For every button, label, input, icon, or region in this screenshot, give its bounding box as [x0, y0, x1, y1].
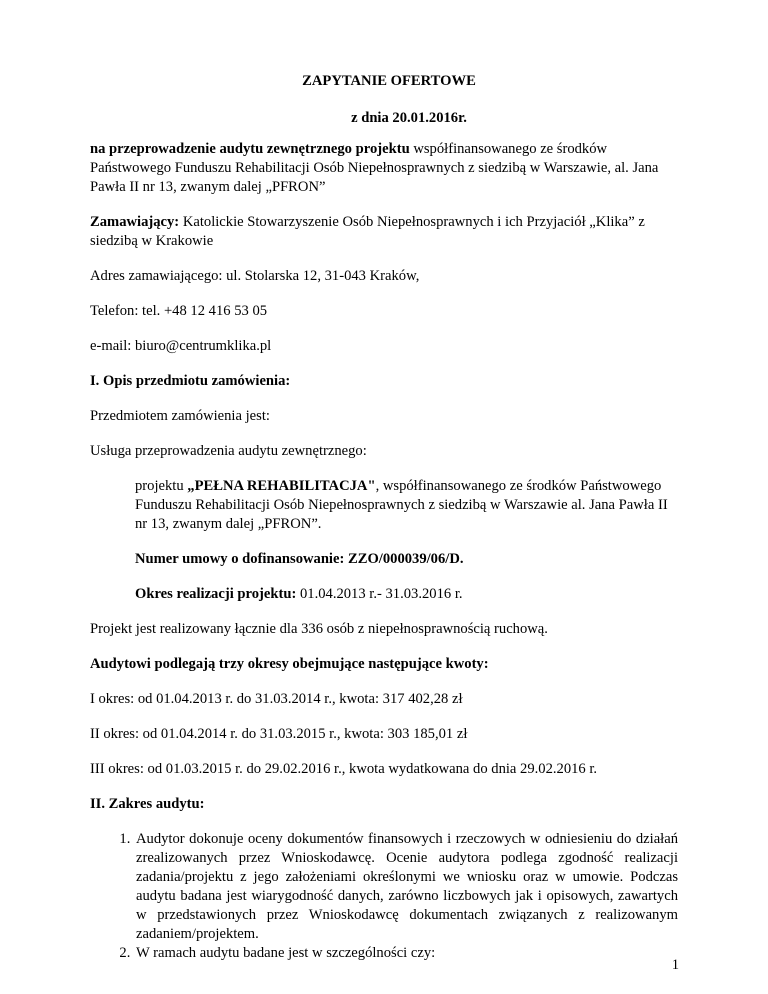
- document-date: z dnia 20.01.2016r.: [351, 110, 467, 126]
- project-name: „PEŁNA REHABILITACJA": [187, 478, 376, 494]
- page-number: 1: [671, 957, 679, 973]
- period-label: Okres realizacji projektu:: [135, 586, 297, 602]
- client-text: Katolickie Stowarzyszenie Osób Niepełnosprawnych i ich Przyjaciół „Klika” z siedzibą w Krakowie: [90, 214, 645, 249]
- section2-heading-text: II. Zakres audytu:: [90, 796, 205, 812]
- section1-heading: [90, 372, 678, 391]
- period-value: 01.04.2013 r.- 31.03.2016 r.: [296, 586, 463, 602]
- audit-periods-heading-text: Audytowi podlegają trzy okresy obejmujące następujące kwoty:: [90, 656, 489, 672]
- client-label: Zamawiający:: [90, 214, 180, 230]
- client-phone: Telefon: tel. +48 12 416 53 05: [90, 303, 268, 319]
- scope-list: [90, 830, 678, 963]
- audit-period-3: III okres: od 01.03.2015 r. do 29.02.2016 r., kwota wydatkowana do dnia 29.02.2016 r.: [90, 761, 598, 777]
- contract-number: [135, 550, 678, 569]
- section1-heading-text: I. Opis przedmiotu zamówienia:: [90, 373, 291, 389]
- scope-item: 1. Audytor dokonuje oceny dokumentów finansowych i rzeczowych w odniesieniu do działań zrealizowanych przez Wnioskodawcę. Ocenie audytora podlega zgodność realizacji zadania/projektu z jego założeniami określonymi we wniosku oraz w umowie. Podczas audytu badana jest wiarygodność danych, zarówno liczbowych jak i opisowych, zawartych w przedstawionych przez Wnioskodawcę dokumentach związanych z realizowanym zadaniem/projektem.: [134, 830, 678, 944]
- subject-intro: Przedmiotem zamówienia jest:: [90, 408, 270, 424]
- document-title: ZAPYTANIE OFERTOWE: [302, 73, 476, 89]
- audit-period-2: II okres: od 01.04.2014 r. do 31.03.2015 r., kwota: 303 185,01 zł: [90, 726, 468, 742]
- period-paragraph: [135, 585, 678, 604]
- client-address: Adres zamawiającego: ul. Stolarska 12, 31-043 Kraków,: [90, 268, 420, 284]
- section2-heading: [90, 795, 678, 814]
- client-paragraph: [90, 213, 678, 251]
- persons-count: Projekt jest realizowany łącznie dla 336 osób z niepełnosprawnością ruchową.: [90, 621, 548, 637]
- project-text: , współfinansowanego ze środków Państwowego Funduszu Rehabilitacji Osób Niepełnosprawnych z siedzibą w Warszawie al. Jana Pawła II nr 13, zwanym dalej „PFRON”.: [135, 478, 668, 532]
- audit-periods-heading: [90, 655, 678, 674]
- client-email: e-mail: biuro@centrumklika.pl: [90, 338, 272, 354]
- document-page: [90, 72, 678, 963]
- audit-period-1: I okres: od 01.04.2013 r. do 31.03.2014 r., kwota: 317 402,28 zł: [90, 691, 463, 707]
- intro-paragraph: [90, 140, 678, 197]
- project-prefix: projektu: [135, 478, 188, 494]
- service-description: Usługa przeprowadzenia audytu zewnętrznego:: [90, 443, 367, 459]
- intro-bold: na przeprowadzenie audytu zewnętrznego projektu: [90, 141, 410, 157]
- intro-text: współfinansowanego ze środków Państwowego Funduszu Rehabilitacji Osób Niepełnosprawnych z siedzibą w Warszawie, al. Jana Pawła II nr 13, zwanym dalej „PFRON”: [90, 141, 659, 195]
- scope-item: 2. W ramach audytu badane jest w szczególności czy:: [134, 944, 678, 963]
- contract-number-text: Numer umowy o dofinansowanie: ZZO/000039/06/D.: [135, 551, 464, 567]
- project-paragraph: [135, 477, 678, 534]
